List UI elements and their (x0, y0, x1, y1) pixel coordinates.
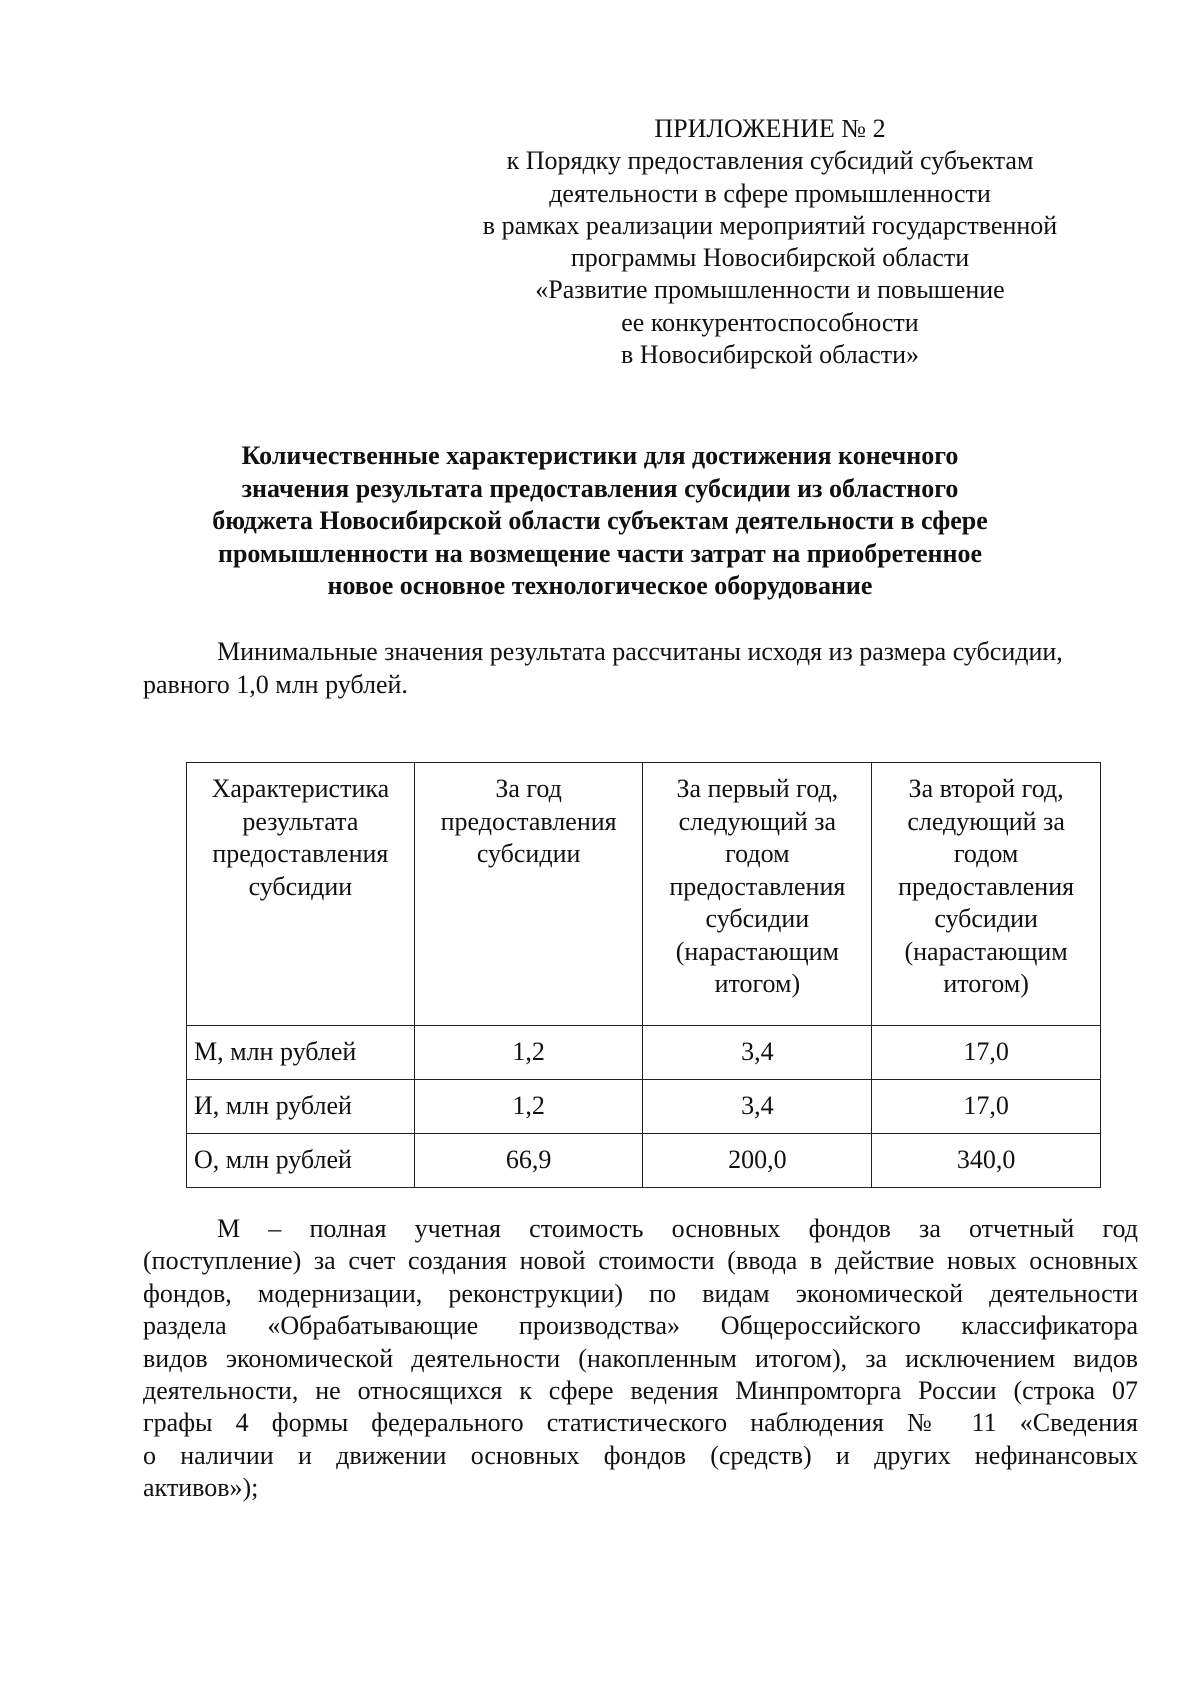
appendix-line: в Новосибирской области» (620, 340, 920, 370)
header-text: Характеристика (211, 774, 390, 803)
table-cell: 3,4 (643, 1026, 872, 1080)
definition-line: графы 4 формы федерального статистического наблюдения № 11 «Сведения (143, 1408, 1138, 1438)
header-text: За первый год, (676, 774, 839, 803)
table-row (187, 1026, 1101, 1080)
header-text: предоставления (669, 871, 846, 901)
header-text: субсидии (476, 839, 581, 868)
table-cell: 200,0 (643, 1134, 872, 1188)
table-cell: 1,2 (414, 1080, 643, 1134)
header-text: следующий за (678, 806, 837, 836)
table-cell: 340,0 (872, 1134, 1101, 1188)
header-text: итогом) (943, 969, 1029, 998)
row-label: И, млн рублей (187, 1080, 415, 1134)
title-line: новое основное технологическое оборудование (327, 571, 873, 600)
header-characteristic (187, 763, 415, 1026)
definition-line: (поступление) за счет создания новой стоимости (ввода в действие новых основных (143, 1246, 1138, 1276)
table-cell: 17,0 (872, 1026, 1101, 1080)
definition-line: деятельности, не относящихся к сфере ведения Минпромторга России (строка 07 (143, 1376, 1138, 1406)
definition-line: М – полная учетная стоимость основных фондов за отчетный год (217, 1214, 1138, 1243)
appendix-title: ПРИЛОЖЕНИЕ № 2 (654, 114, 886, 143)
intro-paragraph (143, 635, 1138, 701)
definition-line: видов экономической деятельности (накопленным итогом), за исключением видов (143, 1343, 1138, 1373)
definition-line: раздела «Обрабатывающие производства» Общероссийского классификатора (143, 1311, 1138, 1341)
header-text: годом (725, 839, 790, 868)
header-text: За год (495, 774, 562, 803)
header-text: предоставления (212, 839, 389, 868)
header-second-year (872, 763, 1101, 1026)
row-label: О, млн рублей (187, 1134, 415, 1188)
definition-line: фондов, модернизации, реконструкции) по видам экономической деятельности (143, 1278, 1138, 1308)
header-text: субсидии (934, 904, 1038, 933)
table-row (187, 1134, 1101, 1188)
document-title (170, 440, 1030, 603)
header-text: следующий за (907, 806, 1065, 836)
header-text: (нарастающим (904, 936, 1068, 966)
table-cell: 3,4 (643, 1080, 872, 1134)
appendix-line: деятельности в сфере промышленности (549, 178, 991, 208)
header-text: итогом) (714, 969, 801, 998)
definition-line: активов»); (143, 1473, 259, 1503)
table-cell: 66,9 (414, 1134, 643, 1188)
title-line: бюджета Новосибирской области субъектам деятельности в сфере (212, 506, 988, 535)
title-line: Количественные характеристики для достижения конечного (241, 441, 959, 470)
appendix-line: программы Новосибирской области (570, 243, 970, 273)
table-row (187, 1080, 1101, 1134)
title-line: промышленности на возмещение части затрат на приобретенное (217, 538, 983, 568)
header-text: результата (242, 806, 359, 836)
appendix-line: к Порядку предоставления субсидий субъектам (506, 146, 1034, 176)
header-text: (нарастающим (675, 936, 839, 966)
definition-line: о наличии и движении основных фондов (средств) и других нефинансовых (143, 1440, 1138, 1470)
results-table (186, 762, 1101, 1188)
header-text: предоставления (898, 871, 1075, 901)
header-text: предоставления (440, 806, 617, 836)
header-text: субсидии (705, 904, 810, 933)
header-text: годом (953, 839, 1019, 868)
header-text: субсидии (248, 871, 353, 901)
appendix-line: ее конкурентоспособности (621, 307, 919, 337)
header-first-year (643, 763, 872, 1026)
definition-paragraph (143, 1213, 1138, 1505)
row-label: М, млн рублей (187, 1026, 415, 1080)
appendix-line: «Развитие промышленности и повышение (535, 275, 1005, 305)
header-text: За второй год, (908, 774, 1064, 803)
intro-line: равного 1,0 млн рублей. (143, 670, 408, 699)
appendix-header (470, 113, 1070, 371)
intro-line: Минимальные значения результата рассчитаны исходя из размера субсидии, (217, 637, 1063, 666)
table-header-row (187, 763, 1101, 1026)
appendix-line: в рамках реализации мероприятий государственной (482, 210, 1058, 240)
header-grant-year (414, 763, 643, 1026)
table-cell: 1,2 (414, 1026, 643, 1080)
table-cell: 17,0 (872, 1080, 1101, 1134)
title-line: значения результата предоставления субсидии из областного (241, 473, 959, 503)
